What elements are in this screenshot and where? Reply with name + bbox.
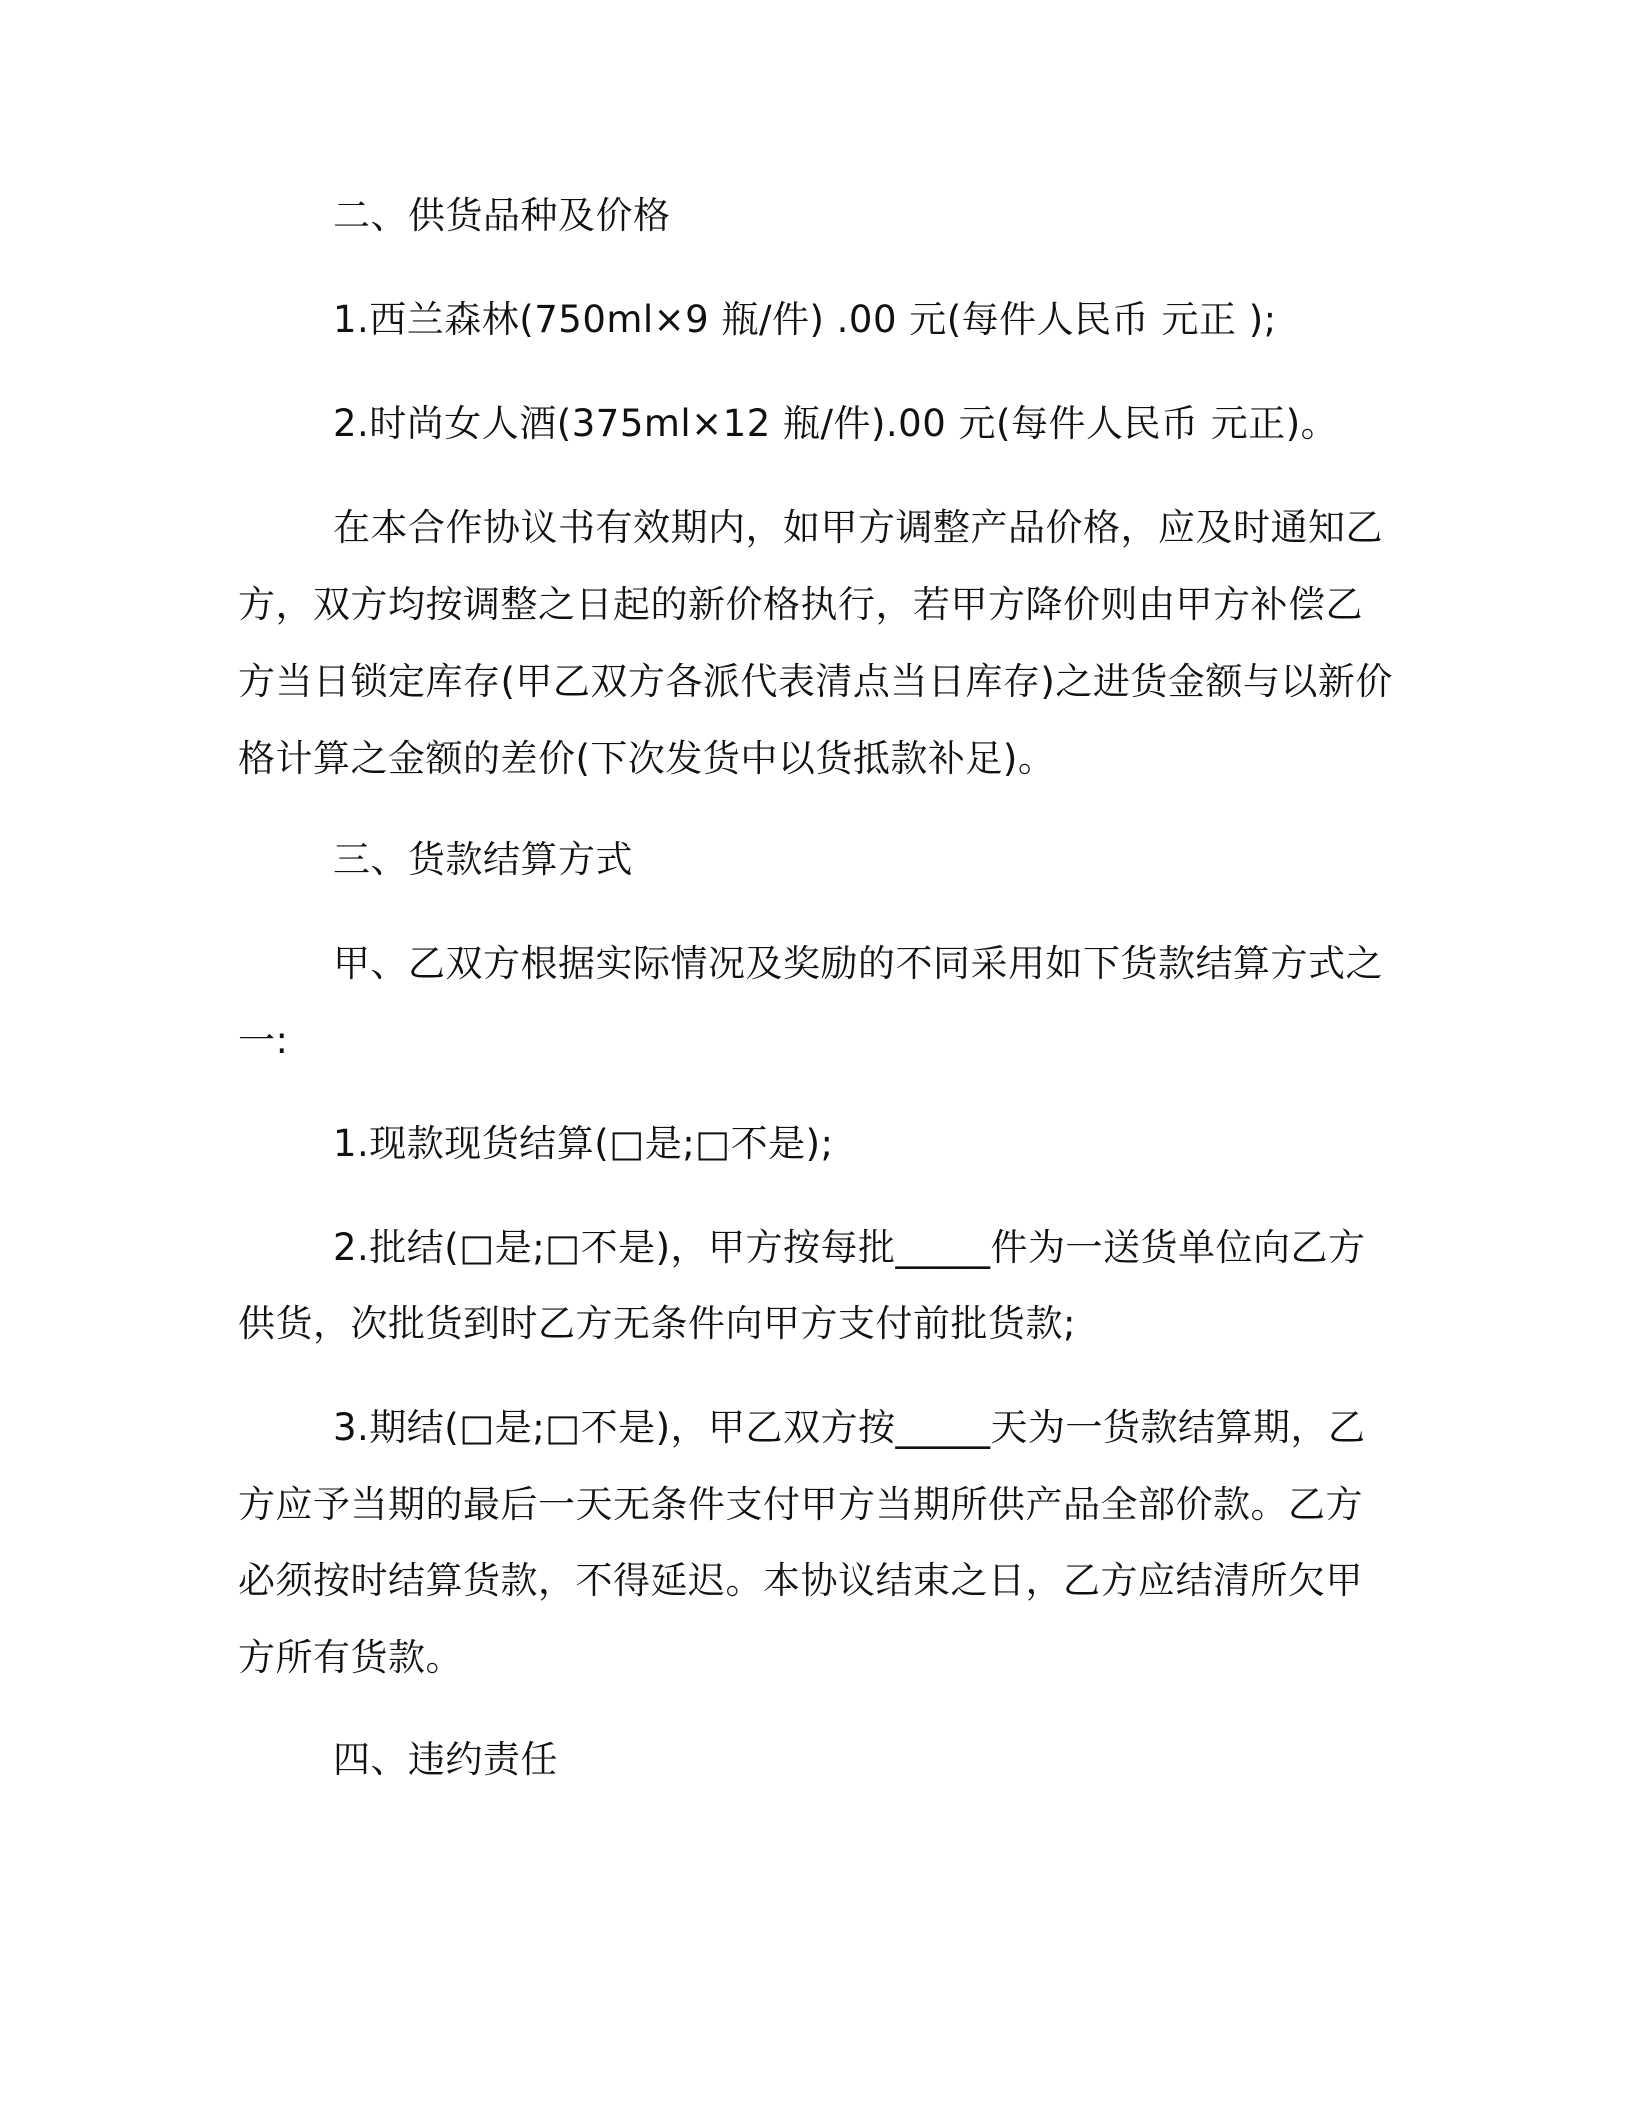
settlement-intro-line-2: 一: [238, 1019, 289, 1062]
settlement-option-1: 1.现款现货结算(□是;□不是); [333, 1122, 834, 1165]
section-heading-4: 四、违约责任 [333, 1738, 558, 1781]
settlement-option-3-line-2: 方应予当期的最后一天无条件支付甲方当期所供产品全部价款。乙方 [238, 1483, 1363, 1526]
settlement-option-3-line-4: 方所有货款。 [238, 1636, 463, 1679]
price-adjustment-line-1: 在本合作协议书有效期内，如甲方调整产品价格，应及时通知乙 [333, 506, 1383, 549]
settlement-intro-line-1: 甲、乙双方根据实际情况及奖励的不同采用如下货款结算方式之 [333, 942, 1383, 985]
section-heading-3: 三、货款结算方式 [333, 838, 633, 881]
settlement-option-3-line-3: 必须按时结算货款，不得延迟。本协议结束之日，乙方应结清所欠甲 [238, 1559, 1363, 1602]
section-heading-2: 二、供货品种及价格 [333, 194, 671, 237]
settlement-option-2-line-2: 供货，次批货到时乙方无条件向甲方支付前批货款; [238, 1302, 1076, 1345]
settlement-option-2-line-1: 2.批结(□是;□不是)，甲方按每批_____件为一送货单位向乙方 [333, 1226, 1366, 1269]
price-adjustment-line-2: 方，双方均按调整之日起的新价格执行，若甲方降价则由甲方补偿乙 [238, 583, 1363, 626]
price-adjustment-line-4: 格计算之金额的差价(下次发货中以货抵款补足)。 [238, 737, 1056, 780]
price-item-2: 2.时尚女人酒(375ml×12 瓶/件).00 元(每件人民币 元正)。 [333, 402, 1339, 445]
price-adjustment-line-3: 方当日锁定库存(甲乙双方各派代表清点当日库存)之进货金额与以新价 [238, 660, 1393, 703]
settlement-option-3-line-1: 3.期结(□是;□不是)，甲乙双方按_____天为一货款结算期，乙 [333, 1406, 1366, 1449]
price-item-1: 1.西兰森林(750ml×9 瓶/件) .00 元(每件人民币 元正 ); [333, 298, 1277, 341]
